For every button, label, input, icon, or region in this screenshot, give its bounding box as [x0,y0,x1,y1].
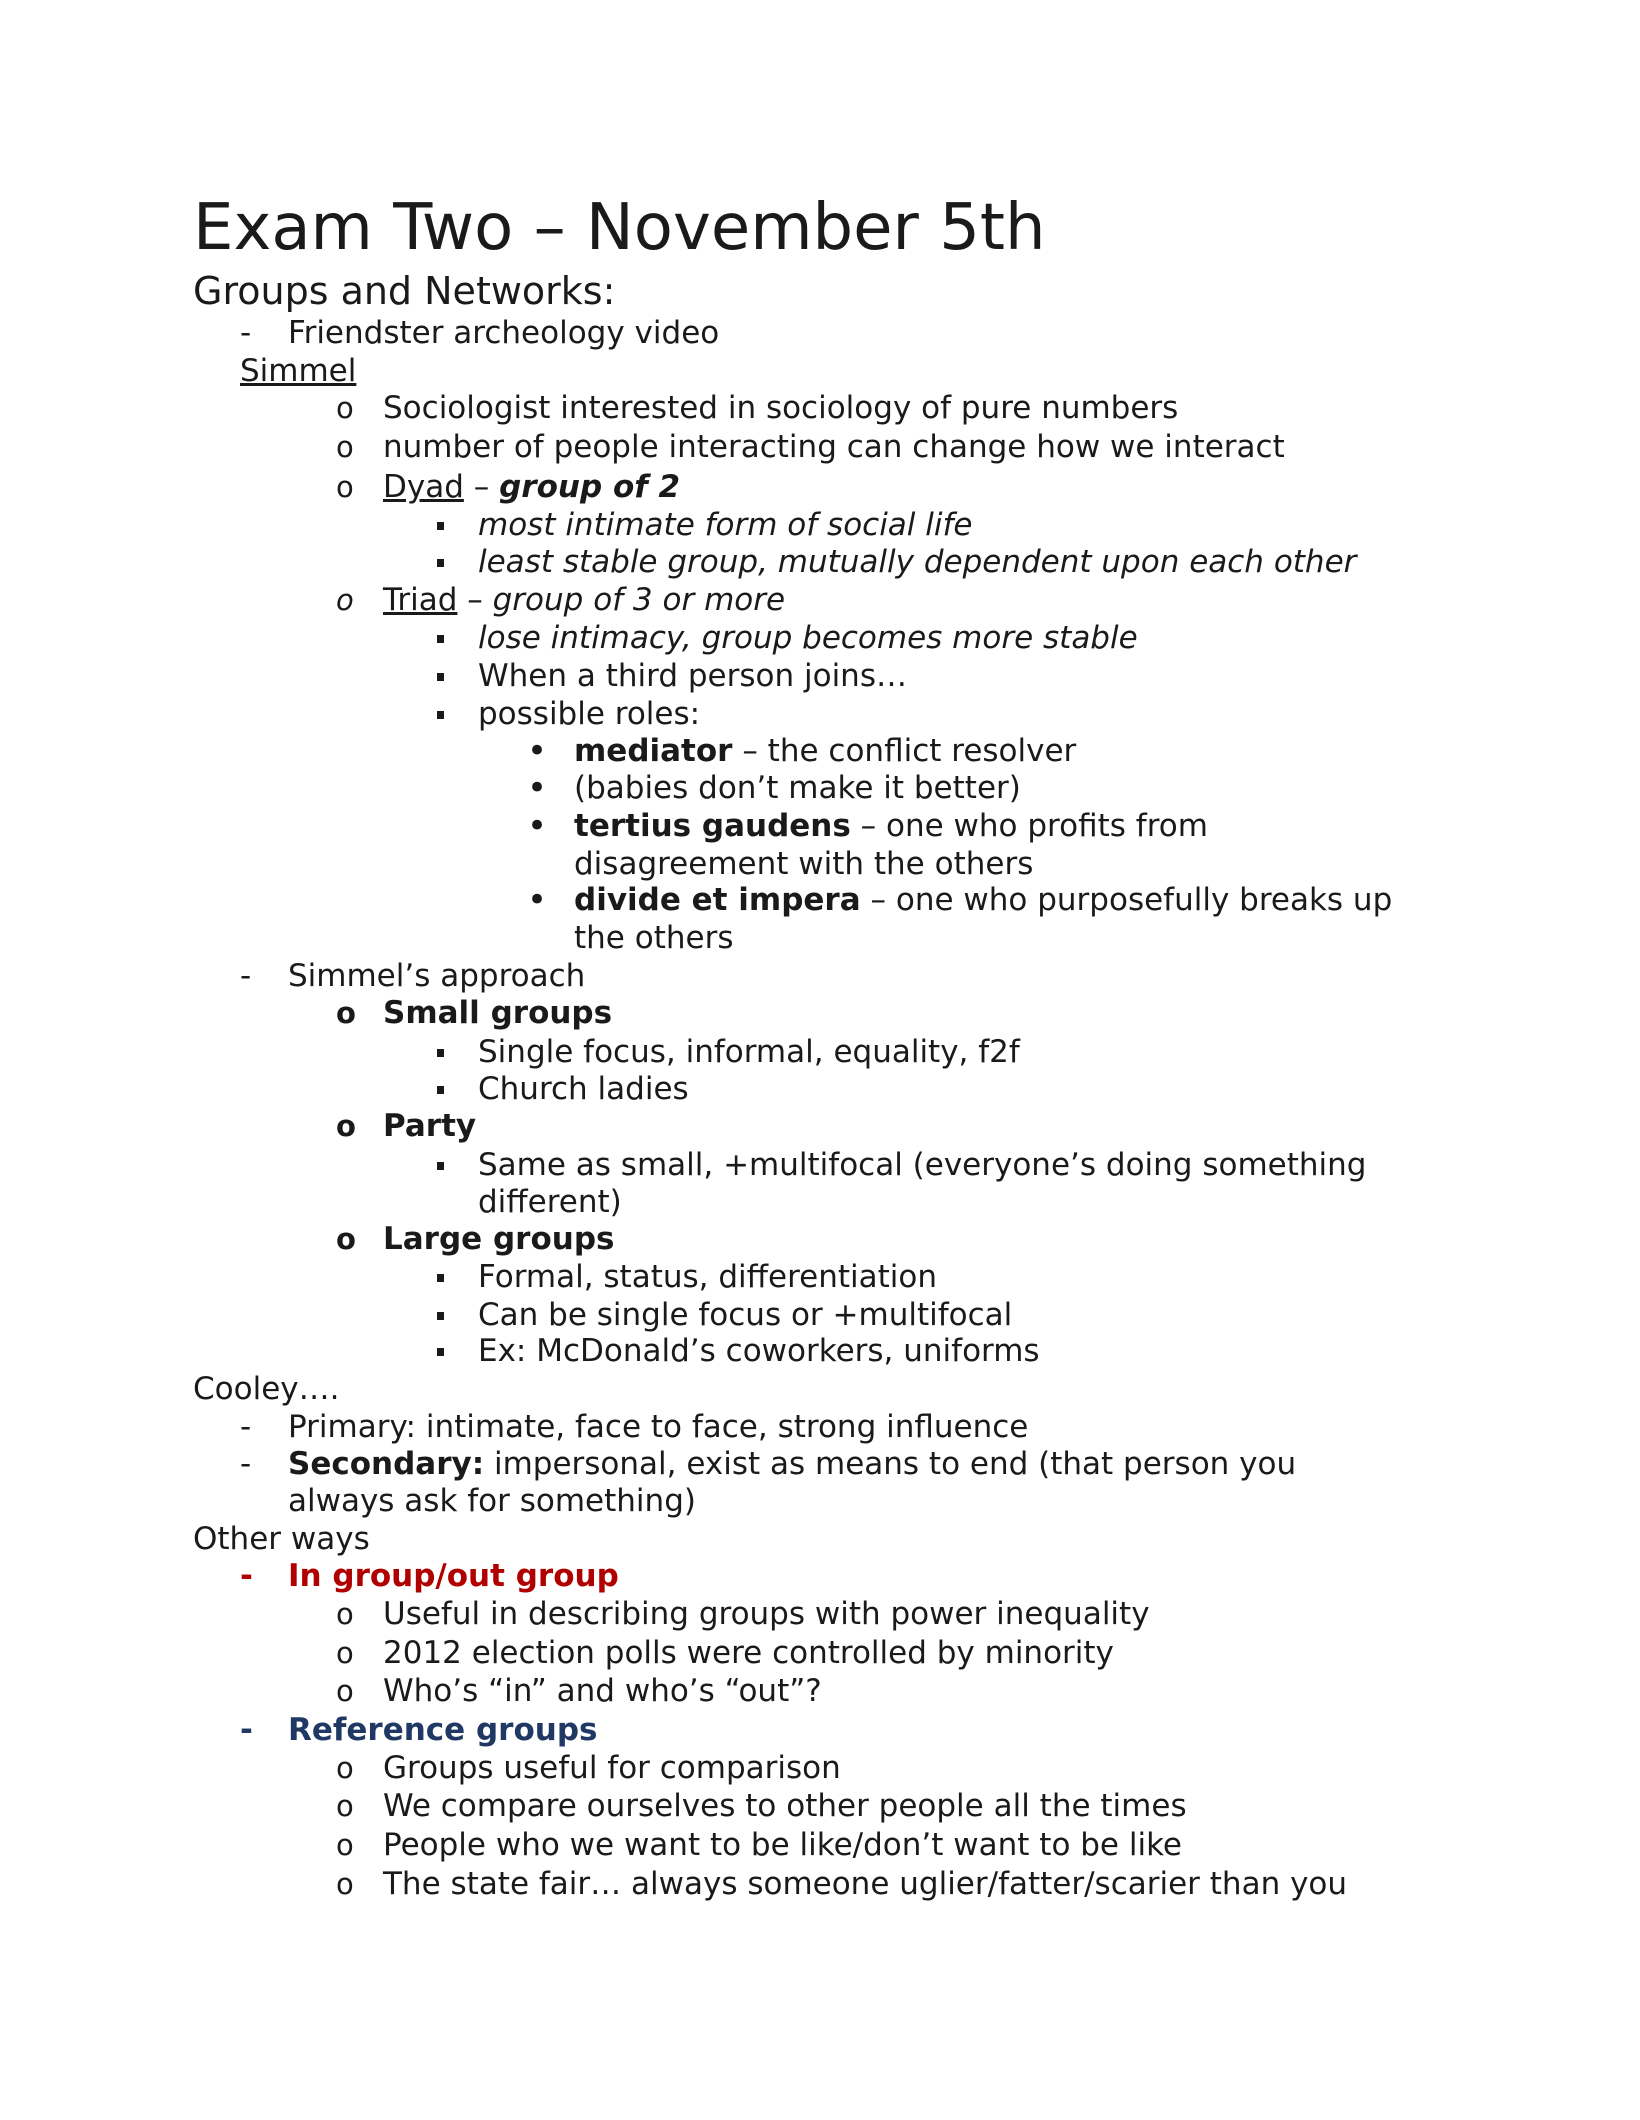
list-item-text [383,581,785,619]
list-item-text [288,1445,1296,1483]
square-bullet [437,522,444,530]
list-item-text: most intimate form of social life [478,507,973,543]
page-title: Exam Two – November 5th [193,191,1046,265]
list-item-text: Single focus, informal, equality, f2f [478,1034,1020,1070]
term: tertius gaudens [574,808,851,844]
list-item-text: number of people interacting can change how we interact [383,429,1285,465]
list-item-text: different) [478,1184,622,1220]
square-bullet [437,1086,444,1094]
circle-bullet: o [336,1636,354,1670]
list-item-text: Party [383,1108,477,1144]
term: divide et impera [574,882,861,918]
list-item-text: We compare ourselves to other people all the times [383,1788,1187,1824]
list-item-text: disagreement with the others [574,846,1034,882]
square-bullet [437,1049,444,1057]
circle-bullet: o [336,1222,356,1256]
square-bullet [437,559,444,567]
definition: impersonal, exist as means to end (that person you [484,1446,1297,1482]
list-item-text [383,468,680,506]
circle-bullet: o [336,391,354,425]
list-item-text [574,881,1392,919]
list-item-text: Formal, status, differentiation [478,1259,938,1295]
definition: group of 2 [499,469,681,505]
dash-bullet: - [240,1712,253,1748]
circle-bullet: o [336,470,354,504]
list-item-text: When a third person joins… [478,658,907,694]
list-item-text: Friendster archeology video [288,315,720,351]
circle-bullet: o [336,1789,354,1823]
term: mediator [574,733,733,769]
list-item-text: lose intimacy, group becomes more stable [478,620,1138,656]
circle-bullet: o [336,996,356,1030]
list-item-text: Simmel [240,353,357,389]
list-item-text: Simmel’s approach [288,958,586,994]
term: Secondary: [288,1446,485,1482]
list-item-text [574,732,1076,770]
list-item-text: Other ways [193,1521,370,1557]
dash-bullet: - [240,1409,252,1445]
definition: – group of 3 or more [457,582,786,618]
square-bullet [437,1348,444,1356]
list-item-text: Who’s “in” and who’s “out”? [383,1673,822,1709]
circle-bullet: o [336,583,354,617]
dot-bullet: • [527,880,548,920]
list-item-text: Same as small, +multifocal (everyone’s doing something [478,1147,1367,1183]
section-heading: Groups and Networks: [193,269,616,313]
list-item-text: always ask for something) [288,1483,696,1519]
square-bullet [437,711,444,719]
list-item-text: Sociologist interested in sociology of pure numbers [383,390,1179,426]
list-item-text: possible roles: [478,696,701,732]
separator: – [463,469,500,505]
circle-bullet: o [336,430,354,464]
list-item-text: The state fair… always someone uglier/fatter/scarier than you [383,1866,1348,1902]
square-bullet [437,1274,444,1282]
definition: – the conflict resolver [732,733,1077,769]
list-item-text: Reference groups [288,1712,598,1748]
list-item-text: Cooley…. [193,1371,340,1407]
circle-bullet: o [336,1751,354,1785]
dash-bullet: - [240,315,252,351]
dot-bullet: • [527,731,548,771]
list-item-text: least stable group, mutually dependent upon each other [478,544,1357,580]
list-item-text: Can be single focus or +multifocal [478,1297,1013,1333]
dash-bullet: - [240,1558,253,1594]
circle-bullet: o [336,1597,354,1631]
list-item-text: In group/out group [288,1558,619,1594]
term-dyad: Dyad [383,469,464,505]
list-item-text: Useful in describing groups with power inequality [383,1596,1150,1632]
list-item-text: 2012 election polls were controlled by minority [383,1635,1114,1671]
term-triad: Triad [383,582,458,618]
list-item-text: the others [574,920,734,956]
list-item-text: Church ladies [478,1071,689,1107]
dash-bullet: - [240,958,252,994]
dot-bullet: • [527,806,548,846]
circle-bullet: o [336,1109,356,1143]
definition: – one who profits from [850,808,1208,844]
circle-bullet: o [336,1674,354,1708]
dash-bullet: - [240,1446,252,1482]
list-item-text: People who we want to be like/don’t want to be like [383,1827,1183,1863]
dot-bullet: • [527,768,548,808]
list-item-text: Large groups [383,1221,615,1257]
list-item-text [574,807,1208,845]
list-item-text: Ex: McDonald’s coworkers, uniforms [478,1333,1040,1369]
square-bullet [437,673,444,681]
circle-bullet: o [336,1867,354,1901]
circle-bullet: o [336,1828,354,1862]
square-bullet [437,635,444,643]
list-item-text: Groups useful for comparison [383,1750,841,1786]
definition: – one who purposefully breaks up [860,882,1393,918]
square-bullet [437,1162,444,1170]
square-bullet [437,1312,444,1320]
list-item-text: Small groups [383,995,613,1031]
list-item-text: (babies don’t make it better) [574,770,1021,806]
list-item-text: Primary: intimate, face to face, strong influence [288,1409,1029,1445]
